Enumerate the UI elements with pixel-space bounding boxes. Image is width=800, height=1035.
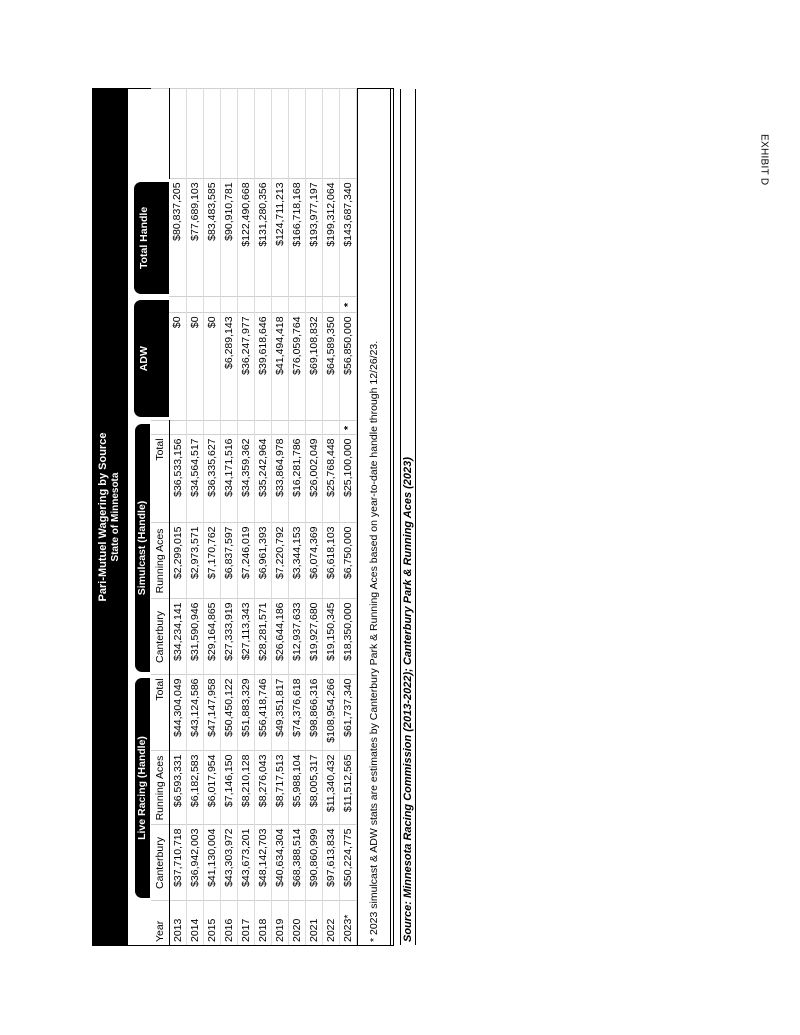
table-row <box>305 89 322 945</box>
cell-sim-total: $35,242,964 <box>254 435 271 523</box>
cell-live-canterbury: $40,634,304 <box>271 825 288 901</box>
cell-sim-canterbury: $31,590,946 <box>186 599 203 675</box>
cell-sim-total: $33,864,978 <box>271 435 288 523</box>
cell-year: 2021 <box>305 901 322 945</box>
cell-sim-total: $34,564,517 <box>186 435 203 523</box>
cell-sim-running-aces: $2,299,015 <box>169 523 186 599</box>
cell-adw-estimate-mark <box>237 297 254 313</box>
cell-live-running-aces: $5,988,104 <box>288 751 305 825</box>
cell-live-running-aces: $8,717,513 <box>271 751 288 825</box>
cell-live-canterbury: $97,613,834 <box>322 825 339 901</box>
cell-total-handle: $193,977,197 <box>305 179 322 297</box>
cell-adw: $56,850,000 <box>339 313 356 421</box>
cell-sim-total: $34,171,516 <box>220 435 237 523</box>
cell-sim-estimate-mark <box>288 421 305 435</box>
cell-sim-running-aces: $6,074,369 <box>305 523 322 599</box>
cell-sim-running-aces: $2,973,571 <box>186 523 203 599</box>
cell-adw-estimate-mark <box>186 297 203 313</box>
cell-adw: $39,618,646 <box>254 313 271 421</box>
cell-total-handle: $199,312,064 <box>322 179 339 297</box>
cell-total-handle: $131,280,356 <box>254 179 271 297</box>
cell-live-total: $47,147,958 <box>203 675 220 751</box>
wagering-table <box>128 88 357 945</box>
cell-total-handle: $80,837,205 <box>169 179 186 297</box>
cell-sim-total: $25,100,000 <box>339 435 356 523</box>
group-header-row <box>128 89 151 945</box>
cell-live-total: $51,883,329 <box>237 675 254 751</box>
col-sim-canterbury: Canterbury <box>151 599 169 675</box>
cell-adw-estimate-mark <box>271 297 288 313</box>
table-row <box>169 89 186 945</box>
cell-sim-running-aces: $7,170,762 <box>203 523 220 599</box>
cell-adw: $69,108,832 <box>305 313 322 421</box>
sheet-subtitle: State of Minnesota <box>110 472 121 562</box>
table-row <box>203 89 220 945</box>
cell-sim-canterbury: $34,234,141 <box>169 599 186 675</box>
cell-adw: $76,059,764 <box>288 313 305 421</box>
cell-total-handle: $124,711,213 <box>271 179 288 297</box>
cell-sim-canterbury: $12,937,633 <box>288 599 305 675</box>
cell-live-running-aces: $8,005,317 <box>305 751 322 825</box>
cell-live-total: $50,450,122 <box>220 675 237 751</box>
cell-live-total: $108,954,266 <box>322 675 339 751</box>
cell-sim-estimate-mark <box>169 421 186 435</box>
cell-live-running-aces: $6,017,954 <box>203 751 220 825</box>
cell-adw-estimate-mark <box>203 297 220 313</box>
cell-sim-canterbury: $29,164,865 <box>203 599 220 675</box>
simulcast-group: Simulcast (Handle) <box>135 424 150 672</box>
col-live-canterbury: Canterbury <box>151 825 169 901</box>
cell-year: 2023* <box>339 901 356 945</box>
cell-year: 2022 <box>322 901 339 945</box>
cell-sim-running-aces: $7,246,019 <box>237 523 254 599</box>
cell-sim-running-aces: $6,837,597 <box>220 523 237 599</box>
cell-adw: $0 <box>169 313 186 421</box>
cell-live-running-aces: $11,512,565 <box>339 751 356 825</box>
cell-sim-canterbury: $27,333,919 <box>220 599 237 675</box>
table-row <box>271 89 288 945</box>
cell-adw-estimate-mark <box>288 297 305 313</box>
cell-sim-total: $16,281,786 <box>288 435 305 523</box>
cell-sim-total: $36,335,627 <box>203 435 220 523</box>
table-body <box>169 89 356 945</box>
cell-adw-estimate-mark <box>254 297 271 313</box>
cell-live-canterbury: $41,130,004 <box>203 825 220 901</box>
col-live-running-aces: Running Aces <box>151 751 169 825</box>
cell-live-canterbury: $37,710,718 <box>169 825 186 901</box>
cell-sim-running-aces: $6,750,000 <box>339 523 356 599</box>
cell-sim-canterbury: $28,281,571 <box>254 599 271 675</box>
source-line: Source: Minnesota Racing Commission (2013-2022); Canterbury Park & Running Aces (2023) <box>401 89 416 945</box>
cell-total-handle: $90,910,781 <box>220 179 237 297</box>
cell-adw-estimate-mark <box>322 297 339 313</box>
cell-adw: $64,589,350 <box>322 313 339 421</box>
cell-year: 2014 <box>186 901 203 945</box>
cell-live-running-aces: $7,146,150 <box>220 751 237 825</box>
cell-adw: $0 <box>186 313 203 421</box>
cell-sim-estimate-mark <box>305 421 322 435</box>
col-sim-total: Total <box>151 435 169 523</box>
cell-live-total: $98,866,316 <box>305 675 322 751</box>
cell-live-running-aces: $6,182,583 <box>186 751 203 825</box>
cell-live-total: $56,418,746 <box>254 675 271 751</box>
table-row <box>322 89 339 945</box>
table-row <box>237 89 254 945</box>
cell-live-canterbury: $68,388,514 <box>288 825 305 901</box>
cell-sim-running-aces: $7,220,792 <box>271 523 288 599</box>
cell-live-canterbury: $48,142,703 <box>254 825 271 901</box>
cell-year: 2018 <box>254 901 271 945</box>
cell-live-canterbury: $90,860,999 <box>305 825 322 901</box>
cell-sim-total: $36,533,156 <box>169 435 186 523</box>
cell-adw-estimate-mark <box>305 297 322 313</box>
cell-sim-canterbury: $27,113,343 <box>237 599 254 675</box>
table-row <box>288 89 305 945</box>
adw-group: ADW <box>134 300 169 418</box>
cell-live-running-aces: $6,593,331 <box>169 751 186 825</box>
cell-year: 2017 <box>237 901 254 945</box>
cell-sim-estimate-mark <box>322 421 339 435</box>
cell-sim-total: $25,768,448 <box>322 435 339 523</box>
total-handle-group: Total Handle <box>134 182 169 294</box>
cell-adw-estimate-mark <box>220 297 237 313</box>
cell-sim-estimate-mark <box>254 421 271 435</box>
cell-total-handle: $77,689,103 <box>186 179 203 297</box>
exhibit-label: EXHIBIT D <box>758 134 770 186</box>
cell-total-handle: $83,483,585 <box>203 179 220 297</box>
cell-year: 2013 <box>169 901 186 945</box>
cell-year: 2015 <box>203 901 220 945</box>
sheet-header <box>93 89 128 945</box>
cell-year: 2019 <box>271 901 288 945</box>
cell-live-running-aces: $8,276,043 <box>254 751 271 825</box>
cell-total-handle: $166,718,168 <box>288 179 305 297</box>
col-live-total: Total <box>151 675 169 751</box>
cell-sim-estimate-mark <box>237 421 254 435</box>
table-row <box>254 89 271 945</box>
cell-sim-estimate-mark <box>220 421 237 435</box>
cell-live-total: $74,376,618 <box>288 675 305 751</box>
live-racing-group: Live Racing (Handle) <box>135 678 150 898</box>
col-year: Year <box>151 901 169 945</box>
table-row <box>220 89 237 945</box>
cell-live-total: $43,124,586 <box>186 675 203 751</box>
cell-adw-estimate-mark <box>169 297 186 313</box>
cell-sim-canterbury: $18,350,000 <box>339 599 356 675</box>
cell-sim-running-aces: $3,344,153 <box>288 523 305 599</box>
footnote: * 2023 simulcast & ADW stats are estimates by Canterbury Park & Running Aces based on year-to-date handle through 12/26/23. <box>357 89 391 945</box>
cell-sim-estimate-mark <box>203 421 220 435</box>
cell-total-handle: $143,687,340 <box>339 179 356 297</box>
cell-live-total: $49,351,817 <box>271 675 288 751</box>
cell-adw-estimate-mark: * <box>339 297 356 313</box>
cell-adw: $36,247,977 <box>237 313 254 421</box>
wagering-sheet <box>92 88 414 946</box>
cell-adw: $0 <box>203 313 220 421</box>
table-row <box>339 89 356 945</box>
cell-sim-canterbury: $19,150,345 <box>322 599 339 675</box>
col-sim-running-aces: Running Aces <box>151 523 169 599</box>
cell-sim-canterbury: $19,927,680 <box>305 599 322 675</box>
table-row <box>186 89 203 945</box>
cell-live-canterbury: $50,224,775 <box>339 825 356 901</box>
cell-sim-running-aces: $6,618,103 <box>322 523 339 599</box>
cell-year: 2020 <box>288 901 305 945</box>
cell-adw: $41,494,418 <box>271 313 288 421</box>
cell-year: 2016 <box>220 901 237 945</box>
cell-sim-running-aces: $6,961,393 <box>254 523 271 599</box>
cell-live-canterbury: $43,303,972 <box>220 825 237 901</box>
cell-sim-estimate-mark <box>186 421 203 435</box>
cell-live-total: $61,737,340 <box>339 675 356 751</box>
cell-total-handle: $122,490,668 <box>237 179 254 297</box>
cell-sim-estimate-mark <box>271 421 288 435</box>
cell-live-running-aces: $8,210,128 <box>237 751 254 825</box>
sheet-title: Pari-Mutuel Wagering by Source <box>97 432 109 602</box>
cell-sim-canterbury: $26,644,186 <box>271 599 288 675</box>
cell-live-running-aces: $11,340,432 <box>322 751 339 825</box>
cell-live-canterbury: $36,942,003 <box>186 825 203 901</box>
cell-live-total: $44,304,049 <box>169 675 186 751</box>
cell-sim-total: $26,002,049 <box>305 435 322 523</box>
cell-sim-estimate-mark: * <box>339 421 356 435</box>
cell-adw: $6,289,143 <box>220 313 237 421</box>
cell-sim-total: $34,359,362 <box>237 435 254 523</box>
cell-live-canterbury: $43,673,201 <box>237 825 254 901</box>
